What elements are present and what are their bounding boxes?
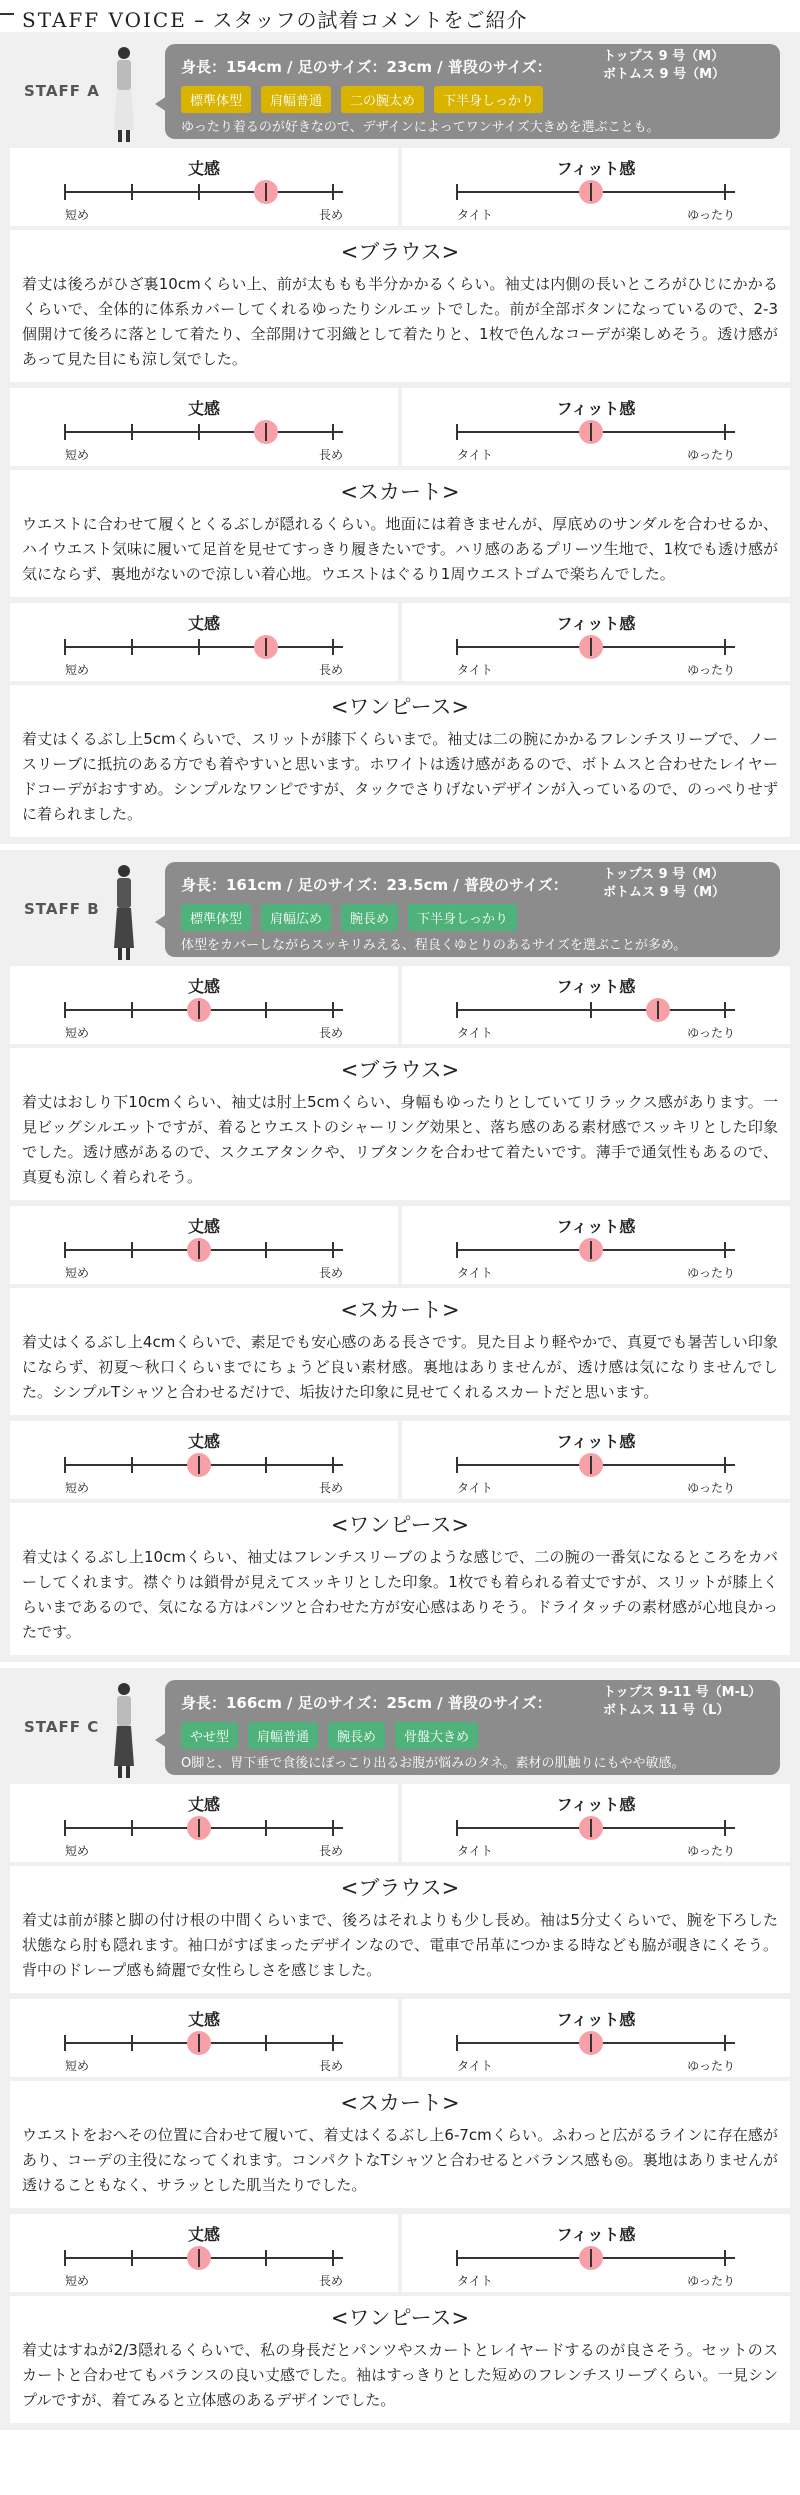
bubble-tail <box>155 914 167 930</box>
fit-scale-tick <box>456 2250 458 2266</box>
staff-label: STAFF B <box>24 900 100 918</box>
item-heading: <ワンピース> <box>330 1513 470 1537</box>
length-scale-marker-bar <box>198 2249 200 2267</box>
length-scale-right-label: 長め <box>318 2274 343 2288</box>
staff-photo <box>110 862 138 962</box>
size-bottoms: ボトムス 9 号（M） <box>603 67 726 82</box>
item-heading: <ワンピース> <box>330 695 470 719</box>
fit-scale <box>402 1206 790 1284</box>
length-scale-right-label: 長め <box>318 208 343 222</box>
length-scale-marker-bar <box>198 1819 200 1837</box>
length-scale-left-label: 短め <box>65 663 90 677</box>
staff-label: STAFF C <box>24 1718 100 1736</box>
fit-scale-marker <box>579 1453 603 1477</box>
length-scale-marker <box>187 1816 211 1840</box>
staff-photo <box>110 1680 138 1780</box>
length-scale-left-label: 短め <box>65 2059 90 2073</box>
fit-scale-left-label: タイト <box>457 1026 493 1040</box>
fit-scale-left-label: タイト <box>457 2059 493 2073</box>
length-scale-marker <box>187 1453 211 1477</box>
length-scale-right-label: 長め <box>318 448 343 462</box>
body-type-tag: やせ型 <box>181 1722 238 1749</box>
fit-scale-left-label: タイト <box>457 1266 493 1280</box>
review-item <box>10 603 790 837</box>
length-scale-marker <box>254 180 278 204</box>
length-scale-tick <box>265 1242 267 1258</box>
body-type-tag: 下半身しっかり <box>434 86 543 113</box>
length-scale-tick <box>332 2035 334 2051</box>
length-scale-title: 丈感 <box>187 614 220 633</box>
profile-sizes <box>603 1684 761 1720</box>
length-scale-title: 丈感 <box>187 977 220 996</box>
body-type-tag: 腕長め <box>341 904 398 931</box>
fit-scale-title: フィット感 <box>556 399 636 418</box>
length-scale-tick <box>198 639 200 655</box>
length-scale-marker-bar <box>198 1241 200 1259</box>
fit-scale-right-label: ゆったり <box>687 1481 735 1495</box>
item-review: 着丈はくるぶし上4cmくらいで、素足でも安心感のある長さです。見た目より軽やかで、真夏でも暑苦しい印象にならず、初夏〜秋口くらいまでにちょうど良い素材感。裏地はありませんが、透け感は気になりませんでした。シンプルTシャツと合わせるだけで、垢抜けた印象に見せてくれるスカートだと思います。 <box>22 1333 778 1401</box>
length-scale-tick <box>332 639 334 655</box>
fit-scale-title: フィット感 <box>556 159 636 178</box>
length-scale-right-label: 長め <box>318 663 343 677</box>
fit-scale-tick <box>724 184 726 200</box>
length-scale-left-label: 短め <box>65 1026 90 1040</box>
length-scale-marker-bar <box>265 638 267 656</box>
fit-scale-tick <box>724 1242 726 1258</box>
review-text-box <box>10 230 790 382</box>
title-dash <box>0 13 14 15</box>
size-tops: トップス 9 号（M） <box>603 867 725 882</box>
length-scale-tick <box>131 2250 133 2266</box>
fit-scale-marker-bar <box>590 1241 592 1259</box>
fit-scale-tick <box>590 1002 592 1018</box>
fit-scale-marker <box>579 2031 603 2055</box>
length-scale-tick <box>64 639 66 655</box>
body-type-tag: 腕長め <box>328 1722 385 1749</box>
fit-scale-marker <box>579 1238 603 1262</box>
fit-scale-right-label: ゆったり <box>687 448 735 462</box>
staff-profile <box>0 1674 800 1784</box>
length-scale-title: 丈感 <box>187 399 220 418</box>
length-scale-right-label: 長め <box>318 1026 343 1040</box>
review-item <box>10 1999 790 2208</box>
length-scale-tick <box>332 1820 334 1836</box>
length-scale-marker <box>187 998 211 1022</box>
length-scale-tick <box>198 184 200 200</box>
profile-tags <box>181 1722 478 1749</box>
fit-scale-marker <box>579 180 603 204</box>
profile-tags <box>181 904 517 931</box>
fit-scale-right-label: ゆったり <box>687 1026 735 1040</box>
length-scale <box>10 966 398 1044</box>
length-scale-tick <box>64 184 66 200</box>
length-scale-tick <box>265 1820 267 1836</box>
fit-scale-tick <box>724 1002 726 1018</box>
profile-bubble <box>165 1680 780 1775</box>
fit-scale-tick <box>724 2035 726 2051</box>
fit-scale-tick <box>724 424 726 440</box>
review-text-box <box>10 470 790 597</box>
fit-scale-tick <box>456 1242 458 1258</box>
fit-scale <box>402 1421 790 1499</box>
length-scale-right-label: 長め <box>318 1844 343 1858</box>
length-scale-left-label: 短め <box>65 2274 90 2288</box>
item-review: 着丈は前が膝と脚の付け根の中間くらいまで、後ろはそれよりも少し長め。袖は5分丈くらいで、腕を下ろした状態なら肘も隠れます。袖口がすぼまったデザインなので、電車で吊革につかまる時なども脇が覗きにくそう。背中のドレープ感も綺麗で女性らしさを感じました。 <box>22 1911 778 1979</box>
length-scale-tick <box>64 424 66 440</box>
length-scale <box>10 388 398 466</box>
profile-comment: 体型をカバーしながらスッキリみえる、程良くゆとりのあるサイズを選ぶことが多め。 <box>181 938 687 953</box>
profile-bubble <box>165 862 780 957</box>
length-scale-marker-bar <box>198 1001 200 1019</box>
length-scale-tick <box>332 1457 334 1473</box>
bubble-tail <box>155 1732 167 1748</box>
length-scale-tick <box>265 1002 267 1018</box>
length-scale <box>10 1784 398 1862</box>
size-scales <box>10 1784 790 1862</box>
fit-scale-tick <box>456 424 458 440</box>
length-scale-marker-bar <box>265 183 267 201</box>
fit-scale-right-label: ゆったり <box>687 2274 735 2288</box>
body-type-tag: 標準体型 <box>181 86 251 113</box>
length-scale <box>10 1999 398 2077</box>
fit-scale-tick <box>456 639 458 655</box>
length-scale-tick <box>64 1002 66 1018</box>
fit-scale-title: フィット感 <box>556 1217 636 1236</box>
item-review: 着丈は後ろがひざ裏10cmくらい上、前が太ももも半分かかるくらい。袖丈は内側の長いところがひじにかかるくらいで、全体的に体系カバーしてくれるゆったりシルエットでした。前が全部ボタンになっているので、2-3個開けて後ろに落として着たり、全部開けて羽織として着たりと、1枚で色んなコーデが楽しめそう。透け感があって見た目にも涼し気でした。 <box>22 275 778 368</box>
staff-photo <box>110 44 138 144</box>
review-item <box>10 1421 790 1655</box>
fit-scale-tick <box>456 1820 458 1836</box>
length-scale-marker <box>254 635 278 659</box>
length-scale-right-label: 長め <box>318 2059 343 2073</box>
length-scale-line <box>65 431 343 433</box>
length-scale-left-label: 短め <box>65 448 90 462</box>
length-scale-tick <box>131 2035 133 2051</box>
length-scale-tick <box>131 424 133 440</box>
length-scale-marker-bar <box>198 1456 200 1474</box>
length-scale-tick <box>131 639 133 655</box>
length-scale-tick <box>131 1820 133 1836</box>
length-scale-title: 丈感 <box>187 2225 220 2244</box>
length-scale-title: 丈感 <box>187 159 220 178</box>
size-scales <box>10 2214 790 2292</box>
length-scale <box>10 148 398 226</box>
fit-scale <box>402 603 790 681</box>
body-type-tag: 下半身しっかり <box>408 904 517 931</box>
item-heading: <スカート> <box>340 1298 460 1322</box>
fit-scale-left-label: タイト <box>457 1844 493 1858</box>
profile-bubble <box>165 44 780 139</box>
length-scale-tick <box>265 2035 267 2051</box>
fit-scale-marker-bar <box>590 2034 592 2052</box>
item-review: 着丈はくるぶし上10cmくらい、袖丈はフレンチスリーブのような感じで、二の腕の一番気になるところをカバーしてくれます。襟ぐりは鎖骨が見えてスッキリとした印象。1枚でも着られる着丈ですが、スリットが膝上くらいまであるので、気になる方はパンツと合わせた方が安心感はありそう。ドライタッチの素材感が心地良かったです。 <box>22 1548 778 1641</box>
fit-scale-right-label: ゆったり <box>687 1844 735 1858</box>
review-text-box <box>10 1503 790 1655</box>
length-scale-tick <box>131 184 133 200</box>
size-scales <box>10 148 790 226</box>
item-heading: <ワンピース> <box>330 2306 470 2330</box>
fit-scale-marker <box>579 635 603 659</box>
review-text-box <box>10 2081 790 2208</box>
fit-scale-tick <box>456 184 458 200</box>
size-bottoms: ボトムス 11 号（L） <box>603 1703 730 1718</box>
length-scale-tick <box>332 424 334 440</box>
body-type-tag: 骨盤大きめ <box>395 1722 478 1749</box>
fit-scale-marker <box>579 1816 603 1840</box>
fit-scale-marker <box>579 2246 603 2270</box>
fit-scale-left-label: タイト <box>457 448 493 462</box>
length-scale-marker <box>187 2031 211 2055</box>
fit-scale-right-label: ゆったり <box>687 1266 735 1280</box>
length-scale <box>10 603 398 681</box>
length-scale-title: 丈感 <box>187 1795 220 1814</box>
profile-tags <box>181 86 543 113</box>
review-text-box <box>10 1288 790 1415</box>
length-scale-tick <box>265 2250 267 2266</box>
length-scale-tick <box>332 1242 334 1258</box>
fit-scale-marker-bar <box>590 638 592 656</box>
size-scales <box>10 388 790 466</box>
length-scale-tick <box>265 1457 267 1473</box>
profile-sizes <box>603 48 725 84</box>
fit-scale <box>402 2214 790 2292</box>
staff-label: STAFF A <box>24 82 100 100</box>
fit-scale-tick <box>724 1820 726 1836</box>
item-heading: <スカート> <box>340 2091 460 2115</box>
length-scale-tick <box>64 1242 66 1258</box>
length-scale <box>10 1206 398 1284</box>
review-item <box>10 2214 790 2423</box>
length-scale-tick <box>64 1457 66 1473</box>
body-type-tag: 肩幅広め <box>261 904 331 931</box>
profile-stats: 身長：166cm / 足のサイズ：25cm / 普段のサイズ： <box>181 1694 552 1712</box>
fit-scale-marker-bar <box>590 2249 592 2267</box>
item-heading: <ブラウス> <box>340 240 460 264</box>
fit-scale-title: フィット感 <box>556 2010 636 2029</box>
staff-profile <box>0 38 800 148</box>
review-item <box>10 388 790 597</box>
length-scale-marker-bar <box>198 2034 200 2052</box>
profile-stats: 身長：154cm / 足のサイズ：23cm / 普段のサイズ： <box>181 58 552 76</box>
review-text-box <box>10 685 790 837</box>
fit-scale-left-label: タイト <box>457 1481 493 1495</box>
staff-list <box>0 32 800 2430</box>
profile-comment: ゆったり着るのが好きなので、デザインによってワンサイズ大きめを選ぶことも。 <box>181 120 660 135</box>
fit-scale-marker <box>579 420 603 444</box>
staff-section <box>0 32 800 844</box>
length-scale <box>10 1421 398 1499</box>
page-title <box>0 0 800 32</box>
length-scale-title: 丈感 <box>187 1217 220 1236</box>
review-text-box <box>10 1048 790 1200</box>
fit-scale-left-label: タイト <box>457 208 493 222</box>
review-text-box <box>10 2296 790 2423</box>
body-type-tag: 肩幅普通 <box>261 86 331 113</box>
fit-scale-marker-bar <box>590 1819 592 1837</box>
length-scale-tick <box>64 2250 66 2266</box>
fit-scale-marker-bar <box>590 423 592 441</box>
fit-scale-left-label: タイト <box>457 663 493 677</box>
bubble-tail <box>155 96 167 112</box>
fit-scale-marker-bar <box>590 183 592 201</box>
fit-scale-title: フィット感 <box>556 1432 636 1451</box>
fit-scale-tick <box>724 2250 726 2266</box>
profile-stats: 身長：161cm / 足のサイズ：23.5cm / 普段のサイズ： <box>181 876 568 894</box>
size-tops: トップス 9 号（M） <box>603 49 725 64</box>
size-scales <box>10 1206 790 1284</box>
fit-scale-title: フィット感 <box>556 1795 636 1814</box>
item-heading: <ブラウス> <box>340 1058 460 1082</box>
length-scale-tick <box>332 184 334 200</box>
fit-scale-marker <box>646 998 670 1022</box>
size-scales <box>10 1421 790 1499</box>
review-item <box>10 148 790 382</box>
fit-scale <box>402 148 790 226</box>
title-separator: – <box>186 8 213 32</box>
fit-scale <box>402 388 790 466</box>
staff-profile <box>0 856 800 966</box>
length-scale-marker <box>254 420 278 444</box>
staff-section <box>0 1668 800 2430</box>
title-suffix: スタッフの試着コメントをご紹介 <box>212 8 528 32</box>
fit-scale-tick <box>456 2035 458 2051</box>
fit-scale-tick <box>456 1002 458 1018</box>
length-scale-tick <box>131 1242 133 1258</box>
fit-scale-right-label: ゆったり <box>687 208 735 222</box>
profile-sizes <box>603 866 725 902</box>
fit-scale <box>402 966 790 1044</box>
fit-scale <box>402 1784 790 1862</box>
length-scale-title: 丈感 <box>187 2010 220 2029</box>
length-scale-tick <box>332 2250 334 2266</box>
length-scale-left-label: 短め <box>65 1844 90 1858</box>
item-heading: <ブラウス> <box>340 1876 460 1900</box>
size-scales <box>10 966 790 1044</box>
review-item <box>10 1784 790 1993</box>
length-scale-marker <box>187 2246 211 2270</box>
staff-section <box>0 850 800 1662</box>
title-prefix: STAFF VOICE <box>22 8 187 32</box>
fit-scale <box>402 1999 790 2077</box>
item-review: ウエストに合わせて履くとくるぶしが隠れるくらい。地面には着きませんが、厚底めのサンダルを合わせるか、ハイウエスト気味に履いて足首を見せてすっきり履きたいです。ハリ感のあるプリーツ生地で、1枚でも透け感が気にならず、裏地がないので涼しい着心地。ウエストはぐるり1周ウエストゴムで楽ちんでした。 <box>22 515 778 583</box>
item-review: 着丈はくるぶし上5cmくらいで、スリットが膝下くらいまで。袖丈は二の腕にかかるフレンチスリーブで、ノースリーブに抵抗のある方でも着やすいと思います。ホワイトは透け感があるので、ボトムスと合わせたレイヤードコーデがおすすめ。シンプルなワンピですが、タックでさりげないデザインが入っているので、のっぺりせずに着られました。 <box>22 730 778 823</box>
fit-scale-right-label: ゆったり <box>687 2059 735 2073</box>
size-scales <box>10 603 790 681</box>
length-scale-marker-bar <box>265 423 267 441</box>
fit-scale-line <box>457 1009 735 1011</box>
length-scale-left-label: 短め <box>65 1266 90 1280</box>
size-bottoms: ボトムス 9 号（M） <box>603 885 726 900</box>
item-review: 着丈はすねが2/3隠れるくらいで、私の身長だとパンツやスカートとレイヤードするのが良さそう。セットのスカートと合わせてもバランスの良い丈感でした。袖はすっきりとした短めのフレンチスリーブくらい。一見シンプルですが、着てみると立体感のあるデザインでした。 <box>22 2341 778 2409</box>
length-scale-tick <box>332 1002 334 1018</box>
size-tops: トップス 9-11 号（M-L） <box>603 1685 762 1700</box>
fit-scale-title: フィット感 <box>556 977 636 996</box>
length-scale-tick <box>64 1820 66 1836</box>
profile-comment: O脚と、胃下垂で食後にぽっこり出るお腹が悩みのタネ。素材の肌触りにもやや敏感。 <box>181 1756 685 1771</box>
size-scales <box>10 1999 790 2077</box>
item-review: 着丈はおしり下10cmくらい、袖丈は肘上5cmくらい、身幅もゆったりとしていてリラックス感があります。一見ビッグシルエットですが、着るとウエストのシャーリング効果と、落ち感のある素材感でスッキリとした印象でした。透け感があるので、スクエアタンクや、リブタンクを合わせて着たいです。薄手で通気性もあるので、真夏も涼しく着られそう。 <box>22 1093 778 1186</box>
review-item <box>10 1206 790 1415</box>
length-scale <box>10 2214 398 2292</box>
fit-scale-tick <box>456 1457 458 1473</box>
fit-scale-title: フィット感 <box>556 2225 636 2244</box>
length-scale-marker <box>187 1238 211 1262</box>
item-heading: <スカート> <box>340 480 460 504</box>
fit-scale-tick <box>724 1457 726 1473</box>
length-scale-tick <box>131 1002 133 1018</box>
body-type-tag: 二の腕太め <box>341 86 424 113</box>
length-scale-right-label: 長め <box>318 1266 343 1280</box>
body-type-tag: 肩幅普通 <box>248 1722 318 1749</box>
length-scale-title: 丈感 <box>187 1432 220 1451</box>
fit-scale-right-label: ゆったり <box>687 663 735 677</box>
length-scale-left-label: 短め <box>65 1481 90 1495</box>
fit-scale-title: フィット感 <box>556 614 636 633</box>
body-type-tag: 標準体型 <box>181 904 251 931</box>
length-scale-tick <box>131 1457 133 1473</box>
review-text-box <box>10 1866 790 1993</box>
length-scale-line <box>65 191 343 193</box>
review-item <box>10 966 790 1200</box>
fit-scale-marker-bar <box>657 1001 659 1019</box>
length-scale-left-label: 短め <box>65 208 90 222</box>
fit-scale-tick <box>724 639 726 655</box>
length-scale-line <box>65 646 343 648</box>
length-scale-tick <box>198 424 200 440</box>
item-review: ウエストをおへその位置に合わせて履いて、着丈はくるぶし上6-7cmくらい。ふわっと広がるラインに存在感があり、コーデの主役になってくれます。コンパクトなTシャツと合わせるとバランス感も◎。裏地はありませんが透けることもなく、サラッとした肌当たりでした。 <box>22 2126 778 2194</box>
fit-scale-marker-bar <box>590 1456 592 1474</box>
length-scale-right-label: 長め <box>318 1481 343 1495</box>
fit-scale-left-label: タイト <box>457 2274 493 2288</box>
length-scale-tick <box>64 2035 66 2051</box>
